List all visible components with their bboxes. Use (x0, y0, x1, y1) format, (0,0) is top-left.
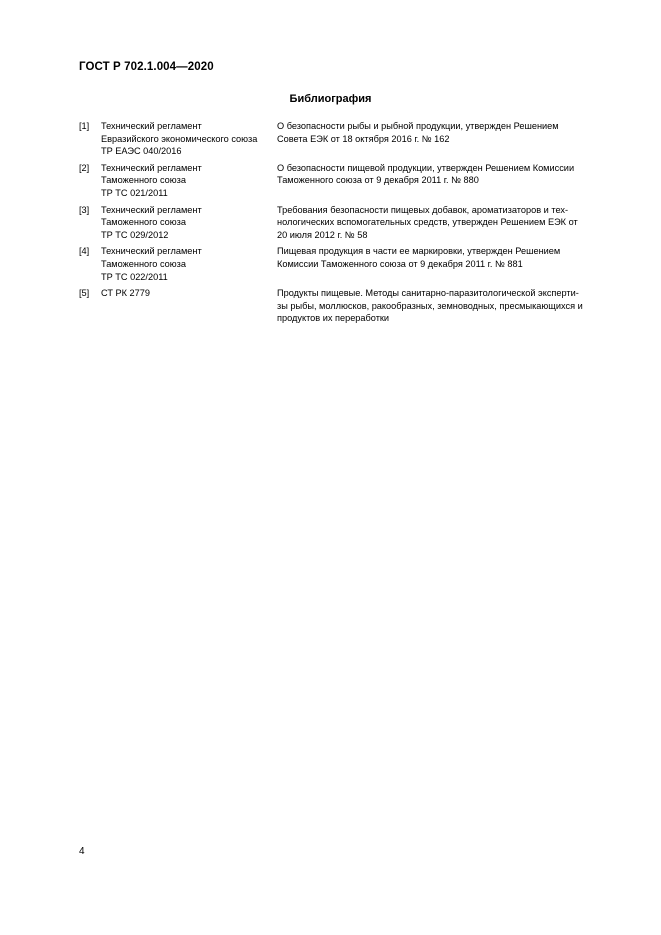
entry-title: Пищевая продукция в части ее маркировки, утвержден Решением Комиссии Таможенного союза от 9 декабря 2011 г. № 881 (277, 246, 561, 269)
section-title: Библиография (289, 93, 372, 105)
bibliography-entry (79, 120, 615, 158)
entry-reference: Технический регламент Евразийского экономического союза ТР ЕАЭС 040/2016 (101, 121, 258, 157)
entry-number: [4] (79, 246, 90, 257)
entry-reference: СТ РК 2779 (101, 288, 150, 299)
bibliography-entry (79, 245, 615, 283)
entry-reference: Технический регламент Таможенного союза ТР ТС 022/2011 (101, 246, 202, 282)
document-header: ГОСТ Р 702.1.004—2020 (79, 61, 214, 73)
bibliography-list (79, 120, 615, 329)
entry-title: О безопасности пищевой продукции, утвержден Решением Комиссии Таможенного союза от 9 декабря 2011 г. № 880 (277, 162, 575, 186)
entry-number: [2] (79, 162, 90, 173)
entry-title: О безопасности рыбы и рыбной продукции, утвержден Решением Совета ЕЭК от 18 октября 2016 г. № 162 (277, 121, 559, 144)
bibliography-entry (79, 162, 615, 200)
entry-reference: Технический регламент Таможенного союза ТР ТС 021/2011 (101, 162, 202, 198)
entry-number: [1] (79, 121, 90, 131)
entry-number: [5] (79, 288, 90, 299)
entry-number: [3] (79, 204, 90, 215)
bibliography-entry (79, 287, 615, 325)
entry-title: Требования безопасности пищевых добавок, ароматизаторов и тех- нологических вспомогательных средств, утвержден Решением ЕЭК от 20 июля 2012 г. № 58 (277, 204, 578, 240)
entry-title: Продукты пищевые. Методы санитарно-паразитологической эксперти- зы рыбы, моллюсков, ракообразных, земноводных, пресмыкающихся и продуктов их переработки (277, 288, 583, 324)
entry-reference: Технический регламент Таможенного союза ТР ТС 029/2012 (101, 204, 202, 240)
bibliography-entry (79, 204, 615, 242)
page-number: 4 (79, 846, 85, 857)
